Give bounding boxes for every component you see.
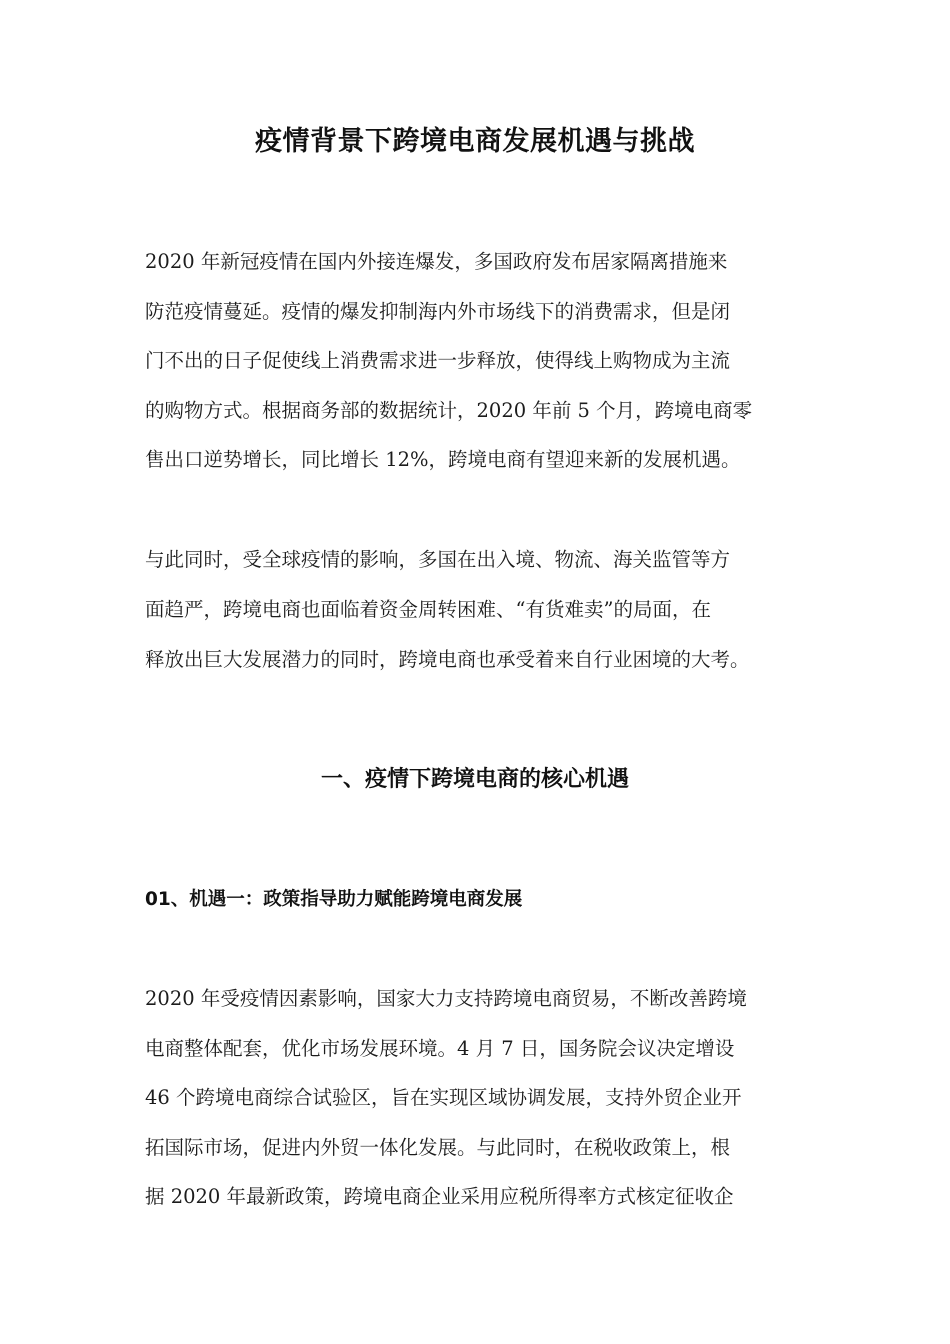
section-heading: 一、疫情下跨境电商的核心机遇 <box>320 767 629 792</box>
paragraph-line: 门不出的日子促使线上消费需求进一步释放，使得线上购物成为主流 <box>145 349 731 372</box>
paragraph-line: 2020 年新冠疫情在国内外接连爆发，多国政府发布居家隔离措施来 <box>145 250 728 273</box>
paragraph-line: 46 个跨境电商综合试验区，旨在实现区域协调发展，支持外贸企业开 <box>145 1086 742 1109</box>
paragraph-line: 释放出巨大发展潜力的同时，跨境电商也承受着来自行业困境的大考。 <box>145 648 750 671</box>
paragraph-line: 电商整体配套，优化市场发展环境。4 月 7 日，国务院会议决定增设 <box>145 1037 735 1060</box>
paragraph-line: 据 2020 年最新政策，跨境电商企业采用应税所得率方式核定征收企 <box>145 1185 734 1208</box>
paragraph-line: 售出口逆势增长，同比增长 12%，跨境电商有望迎来新的发展机遇。 <box>145 448 741 471</box>
paragraph-line: 拓国际市场，促进内外贸一体化发展。与此同时，在税收政策上，根 <box>145 1136 731 1159</box>
paragraph-line: 与此同时，受全球疫情的影响，多国在出入境、物流、海关监管等方 <box>145 548 731 571</box>
sub-heading: 01、机遇一：政策指导助力赋能跨境电商发展 <box>145 889 523 910</box>
paragraph-line: 防范疫情蔓延。疫情的爆发抑制海内外市场线下的消费需求，但是闭 <box>145 300 731 323</box>
paragraph-line: 的购物方式。根据商务部的数据统计，2020 年前 5 个月，跨境电商零 <box>145 399 753 422</box>
paragraph-line: 2020 年受疫情因素影响，国家大力支持跨境电商贸易，不断改善跨境 <box>145 987 747 1010</box>
paragraph-line: 面趋严，跨境电商也面临着资金周转困难、“有货难卖”的局面，在 <box>145 598 711 621</box>
document-title: 疫情背景下跨境电商发展机遇与挑战 <box>255 126 695 157</box>
